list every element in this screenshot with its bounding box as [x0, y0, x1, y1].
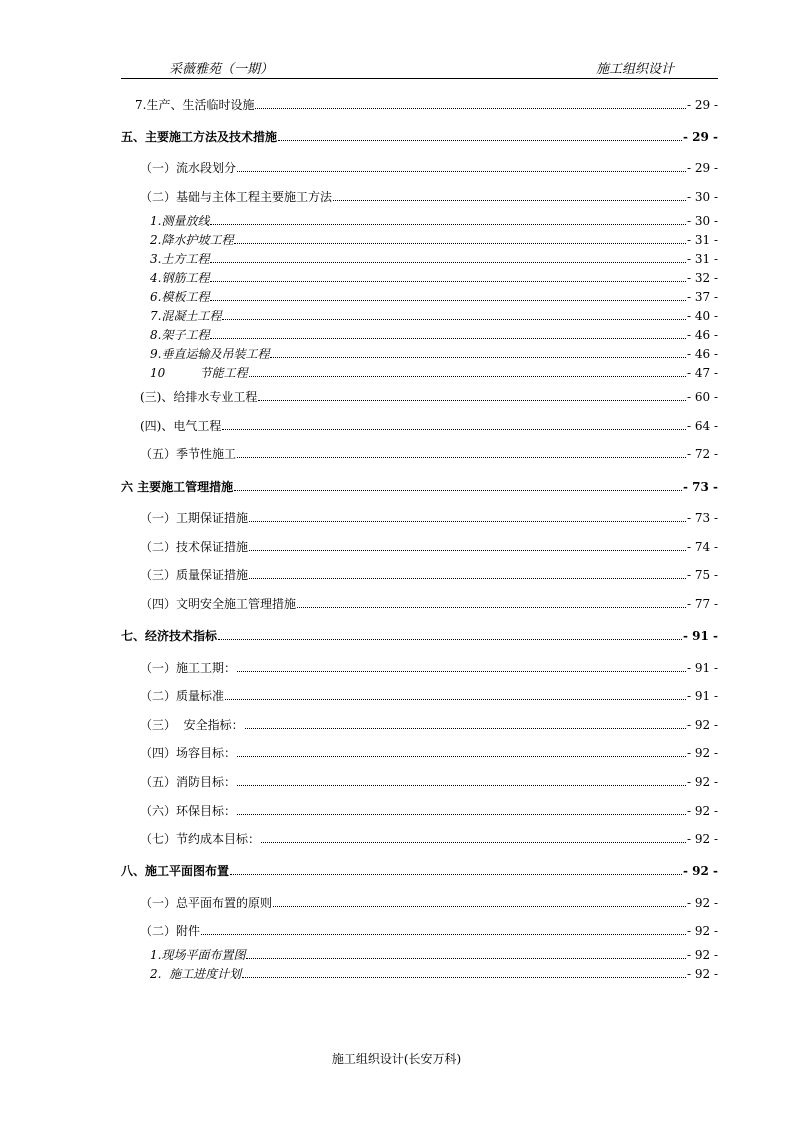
- dot-leader: [237, 670, 686, 672]
- dot-leader: [234, 242, 686, 244]
- toc-entry[interactable]: [121, 97, 718, 113]
- toc-entry-page-number: - 30 -: [686, 190, 718, 204]
- dot-leader: [237, 784, 686, 786]
- toc-entry[interactable]: [121, 213, 718, 229]
- dot-leader: [242, 976, 686, 978]
- toc-entry-page-number: - 30 -: [686, 214, 718, 228]
- toc-entry[interactable]: [121, 446, 718, 462]
- toc-entry-title: 2. 施工进度计划: [150, 967, 242, 981]
- toc-entry-title: 4.钢筋工程: [150, 271, 210, 285]
- dot-leader: [210, 280, 686, 282]
- toc-entry[interactable]: [121, 831, 718, 847]
- toc-entry-title: （一）工期保证措施: [140, 511, 249, 525]
- toc-entry[interactable]: [121, 947, 718, 963]
- toc-entry[interactable]: [121, 308, 718, 324]
- toc-entry-page-number: - 75 -: [686, 568, 718, 582]
- toc-entry-page-number: - 92 -: [686, 746, 718, 760]
- toc-entry[interactable]: [121, 346, 718, 362]
- dot-leader: [249, 375, 686, 377]
- toc-entry-page-number: - 46 -: [686, 328, 718, 342]
- toc-entry-title: 7.生产、生活临时设施: [135, 98, 255, 112]
- dot-leader: [258, 399, 686, 401]
- toc-entry[interactable]: [121, 365, 718, 381]
- toc-entry[interactable]: [121, 688, 718, 704]
- toc-entry-page-number: - 92 -: [686, 948, 718, 962]
- toc-entry-title: （四）文明安全施工管理措施: [140, 597, 297, 611]
- dot-leader: [249, 577, 686, 579]
- dot-leader: [261, 841, 686, 843]
- toc-entry[interactable]: [121, 660, 718, 676]
- toc-entry-page-number: - 92 -: [686, 924, 718, 938]
- toc-entry-page-number: - 29 -: [682, 130, 718, 144]
- toc-entry[interactable]: [121, 418, 718, 434]
- dot-leader: [210, 299, 686, 301]
- dot-leader: [270, 356, 686, 358]
- toc-entry-title: 八、施工平面图布置: [121, 864, 230, 878]
- toc-entry[interactable]: [121, 160, 718, 176]
- toc-entry-page-number: - 32 -: [686, 271, 718, 285]
- dot-leader: [333, 199, 686, 201]
- toc-entry-title: 3.土方工程: [150, 252, 210, 266]
- toc-entry-title: 6.模板工程: [150, 290, 210, 304]
- toc-entry-page-number: - 29 -: [686, 161, 718, 175]
- dot-leader: [237, 456, 686, 458]
- toc-entry-page-number: - 29 -: [686, 98, 718, 112]
- toc-entry-title: (四)、电气工程: [140, 419, 222, 433]
- toc-entry-page-number: - 73 -: [686, 511, 718, 525]
- toc-entry-title: （一）流水段划分: [140, 161, 237, 175]
- toc-entry-title: 1.测量放线: [150, 214, 210, 228]
- header-document-title: 施工组织设计: [595, 62, 674, 77]
- toc-entry-title: （二）基础与主体工程主要施工方法: [140, 190, 333, 204]
- toc-entry-title: 七、经济技术指标: [121, 629, 218, 643]
- dot-leader: [210, 261, 686, 263]
- toc-entry[interactable]: [121, 567, 718, 583]
- toc-entry[interactable]: [121, 628, 718, 644]
- toc-entry-title: 9.垂直运输及吊装工程: [150, 347, 270, 361]
- dot-leader: [218, 638, 682, 640]
- toc-entry-page-number: - 92 -: [686, 967, 718, 981]
- toc-entry-page-number: - 92 -: [686, 718, 718, 732]
- dot-leader: [201, 933, 686, 935]
- dot-leader: [249, 520, 686, 522]
- toc-entry-title: 7.混凝土工程: [150, 309, 222, 323]
- dot-leader: [297, 606, 686, 608]
- toc-entry-page-number: - 47 -: [686, 366, 718, 380]
- dot-leader: [210, 337, 686, 339]
- toc-entry-page-number: - 31 -: [686, 233, 718, 247]
- toc-entry-title: （七）节约成本目标：: [140, 832, 261, 846]
- dot-leader: [237, 170, 686, 172]
- toc-entry[interactable]: [121, 251, 718, 267]
- toc-entry-title: （六）环保目标：: [140, 804, 237, 818]
- toc-entry-title: （一）总平面布置的原则: [140, 896, 273, 910]
- dot-leader: [222, 318, 686, 320]
- toc-entry-title: （五）消防目标：: [140, 775, 237, 789]
- toc-entry[interactable]: [121, 717, 718, 733]
- toc-entry-title: （一）施工工期：: [140, 661, 237, 675]
- toc-entry-page-number: - 91 -: [686, 661, 718, 675]
- toc-entry-page-number: - 92 -: [682, 864, 718, 878]
- toc-entry-page-number: - 46 -: [686, 347, 718, 361]
- toc-entry-page-number: - 92 -: [686, 775, 718, 789]
- toc-entry[interactable]: [121, 289, 718, 305]
- toc-entry-title: （二）质量标准: [140, 689, 225, 703]
- toc-entry-page-number: - 40 -: [686, 309, 718, 323]
- dot-leader: [249, 549, 686, 551]
- toc-entry[interactable]: [121, 479, 718, 495]
- toc-entry-page-number: - 72 -: [686, 447, 718, 461]
- page-footer: 施工组织设计(长安万科): [331, 1052, 462, 1066]
- dot-leader: [255, 107, 686, 109]
- dot-leader: [210, 223, 686, 225]
- toc-entry[interactable]: [121, 803, 718, 819]
- toc-entry-page-number: - 92 -: [686, 832, 718, 846]
- toc-entry-title: 五、主要施工方法及技术措施: [121, 130, 278, 144]
- toc-entry[interactable]: [121, 863, 718, 879]
- toc-entry[interactable]: [121, 129, 718, 145]
- dot-leader: [245, 727, 686, 729]
- toc-entry-page-number: - 92 -: [686, 896, 718, 910]
- toc-entry-page-number: - 64 -: [686, 419, 718, 433]
- toc-entry[interactable]: [121, 895, 718, 911]
- toc-entry-page-number: - 31 -: [686, 252, 718, 266]
- toc-entry-title: 1.现场平面布置图: [150, 948, 246, 962]
- dot-leader: [237, 755, 686, 757]
- toc-entry[interactable]: [121, 923, 718, 939]
- toc-entry-page-number: - 73 -: [682, 480, 718, 494]
- toc-entry[interactable]: [121, 539, 718, 555]
- toc-entry-title: （五）季节性施工: [140, 447, 237, 461]
- dot-leader: [230, 873, 682, 875]
- header-project-name: 采薇雅苑（一期）: [169, 62, 274, 77]
- dot-leader: [222, 428, 686, 430]
- dot-leader: [234, 489, 682, 491]
- toc-entry[interactable]: [121, 270, 718, 286]
- toc-entry[interactable]: [121, 510, 718, 526]
- toc-entry[interactable]: [121, 189, 718, 205]
- dot-leader: [225, 698, 686, 700]
- toc-entry[interactable]: [121, 966, 718, 982]
- toc-entry-page-number: - 92 -: [686, 804, 718, 818]
- toc-entry-page-number: - 91 -: [686, 689, 718, 703]
- toc-entry-page-number: - 91 -: [682, 629, 718, 643]
- toc-entry-page-number: - 60 -: [686, 390, 718, 404]
- dot-leader: [237, 813, 686, 815]
- toc-entry[interactable]: [121, 327, 718, 343]
- toc-entry-title: (三)、给排水专业工程: [140, 390, 258, 404]
- toc-entry-title: 六 主要施工管理措施: [121, 480, 234, 494]
- toc-entry[interactable]: [121, 774, 718, 790]
- toc-entry-title: （二）附件: [140, 924, 201, 938]
- toc-entry-page-number: - 37 -: [686, 290, 718, 304]
- toc-entry-title: （三） 安全指标：: [140, 718, 244, 732]
- toc-entry-title: （四）场容目标：: [140, 746, 237, 760]
- dot-leader: [273, 905, 686, 907]
- toc-entry[interactable]: [121, 596, 718, 612]
- toc-entry[interactable]: [121, 232, 718, 248]
- toc-entry-title: 10 节能工程: [150, 366, 248, 380]
- toc-entry-title: （三）质量保证措施: [140, 568, 249, 582]
- toc-entry-title: （二）技术保证措施: [140, 540, 249, 554]
- toc-entry-page-number: - 77 -: [686, 597, 718, 611]
- toc-entry-title: 8.架子工程: [150, 328, 210, 342]
- toc-entry-page-number: - 74 -: [686, 540, 718, 554]
- dot-leader: [246, 957, 686, 959]
- toc-entry[interactable]: [121, 389, 718, 405]
- toc-entry[interactable]: [121, 745, 718, 761]
- toc-entry-title: 2.降水护坡工程: [150, 233, 234, 247]
- dot-leader: [278, 139, 682, 141]
